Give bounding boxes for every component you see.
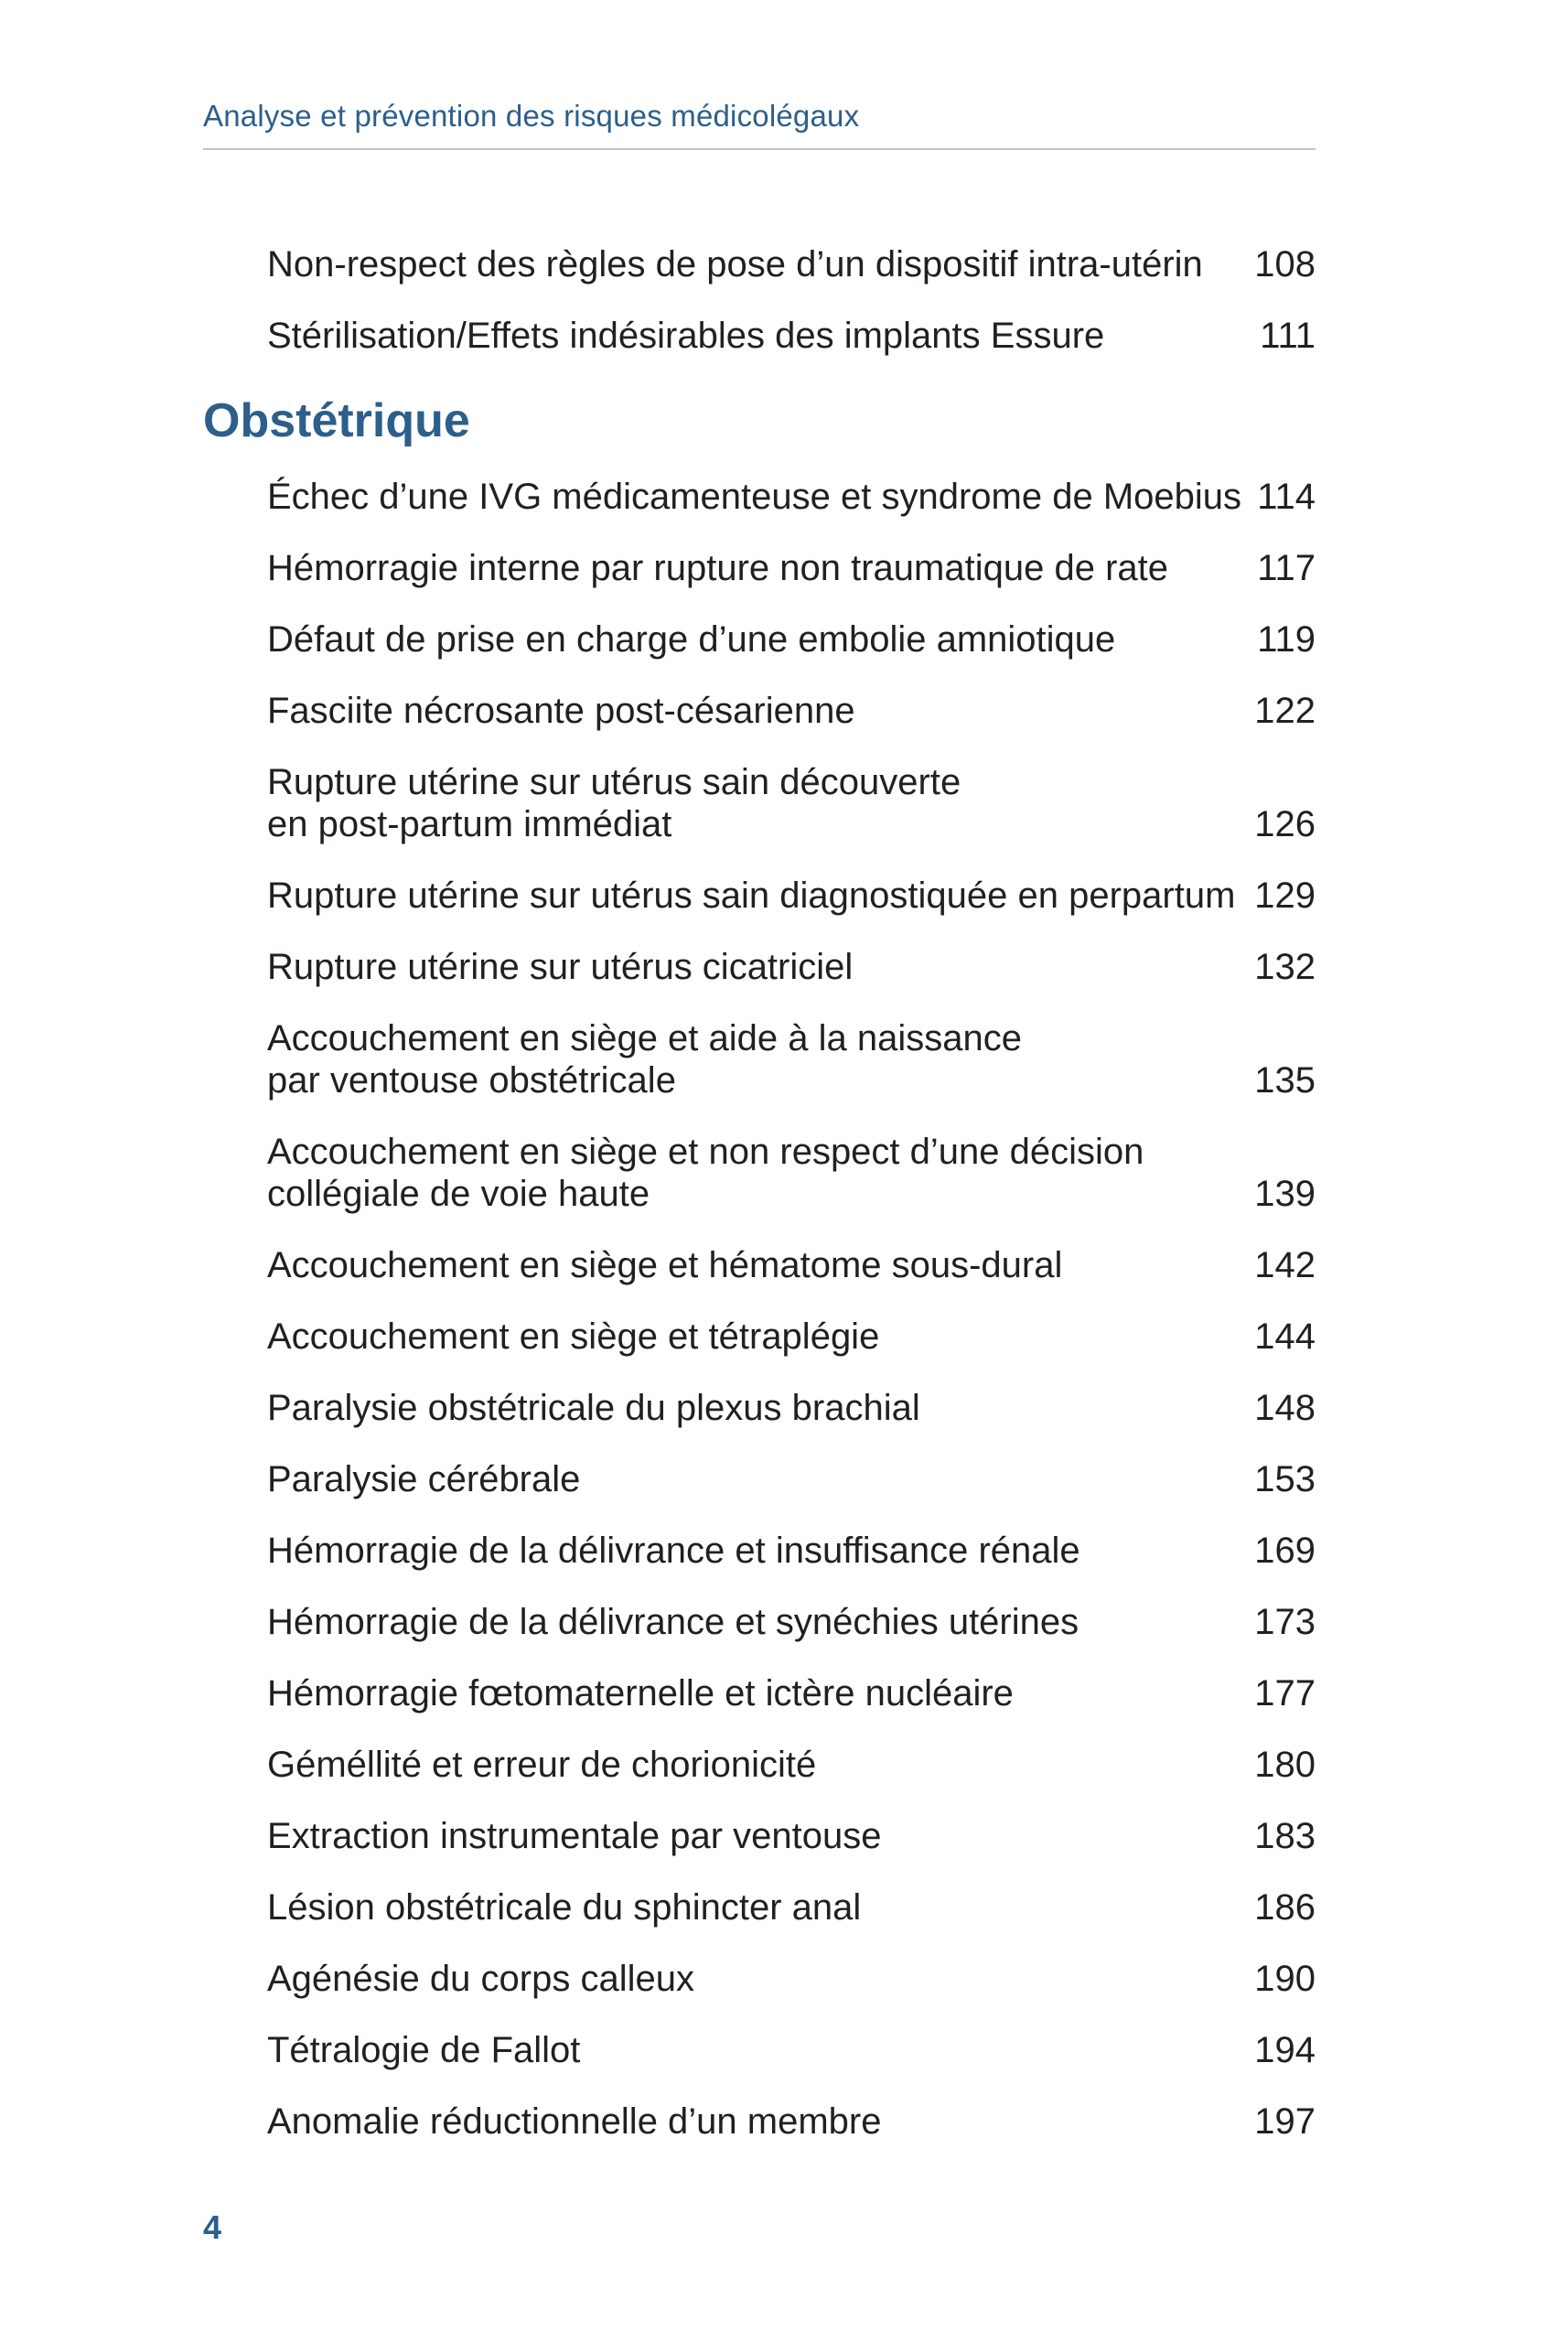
toc-entry-title: Stérilisation/Effets indésirables des implants Essure [267,316,1105,356]
toc-entry-page: 119 [1257,619,1316,660]
toc-entry-page: 108 [1254,244,1316,285]
toc-entry-title: Rupture utérine sur utérus sain découverte [267,762,961,802]
toc-entry-page: 135 [1254,1060,1316,1101]
toc-entry-title: Non-respect des règles de pose d’un dispositif intra-utérin [267,244,1203,285]
toc-entry-page: 177 [1254,1673,1316,1714]
toc-entry-title: Hémorragie fœtomaternelle et ictère nucléaire [267,1673,1014,1714]
toc-entry-page: 144 [1254,1316,1316,1357]
toc-entry[interactable] [267,761,1316,845]
toc-entry-title: Accouchement en siège et tétraplégie [267,1316,880,1357]
toc-entry-title-continued: par ventouse obstétricale [267,1060,676,1101]
toc-entry-page: 180 [1254,1745,1316,1785]
toc-entry-title: Extraction instrumentale par ventouse [267,1816,882,1856]
toc-entry-title: Paralysie obstétricale du plexus brachial [267,1388,920,1428]
toc-entry[interactable] [267,1244,1316,1286]
toc-entry-title: Rupture utérine sur utérus cicatriciel [267,947,854,987]
toc-entry-title-continued: en post-partum immédiat [267,804,672,844]
toc-entry-title: Géméllité et erreur de chorionicité [267,1745,817,1785]
toc-entry[interactable] [267,1886,1316,1928]
toc-entry[interactable] [267,1672,1316,1714]
toc-entry[interactable] [267,315,1316,357]
toc-entry-page: 190 [1254,1959,1316,1999]
toc-entry-page: 197 [1254,2101,1316,2142]
toc-entry[interactable] [267,618,1316,661]
toc-entry[interactable] [267,1017,1316,1101]
toc-entry-page: 173 [1254,1602,1316,1642]
running-header: Analyse et prévention des risques médicolégaux [203,99,860,133]
toc-entry-title: Agénésie du corps calleux [267,1959,694,1999]
toc-entry[interactable] [267,1458,1316,1500]
toc-entry-title: Hémorragie de la délivrance et insuffisance rénale [267,1531,1080,1571]
section-heading: Obstétrique [203,394,470,447]
toc-entry-title-continued: collégiale de voie haute [267,1174,650,1214]
toc-entry-title: Échec d’une IVG médicamenteuse et syndrome de Moebius [267,477,1242,517]
toc-entry-title: Tétralogie de Fallot [267,2030,581,2070]
toc-entry-title: Accouchement en siège et hématome sous-dural [267,1245,1063,1285]
toc-entry-title: Défaut de prise en charge d’une embolie amniotique [267,619,1116,660]
toc-entry[interactable] [267,946,1316,988]
toc-entry[interactable] [267,1387,1316,1429]
header-rule [203,148,1316,150]
toc-entry-page: 114 [1257,477,1316,517]
toc-entry-page: 169 [1254,1531,1316,1571]
toc-entry-page: 186 [1254,1887,1316,1928]
toc-entry-page: 132 [1254,947,1316,987]
toc-entry[interactable] [267,1530,1316,1572]
toc-entry[interactable] [267,547,1316,589]
toc-entry-title: Fasciite nécrosante post-césarienne [267,691,855,731]
toc-entry[interactable] [267,1958,1316,2000]
toc-entry[interactable] [267,476,1316,518]
toc-entry[interactable] [267,1316,1316,1358]
toc-entry[interactable] [267,2029,1316,2071]
toc-entry-page: 139 [1254,1174,1316,1214]
toc-entry-title: Lésion obstétricale du sphincter anal [267,1887,862,1928]
toc-entry[interactable] [267,1744,1316,1786]
folio-page-number: 4 [203,2208,222,2246]
toc-entry-page: 148 [1254,1388,1316,1428]
toc-entry-page: 129 [1254,876,1316,916]
toc-entry-title: Anomalie réductionnelle d’un membre [267,2101,882,2142]
toc-entry-title: Paralysie cérébrale [267,1459,581,1499]
toc-entry-page: 126 [1254,804,1316,844]
toc-entry-page: 153 [1254,1459,1316,1499]
toc-entry[interactable] [267,1131,1316,1215]
toc-entry-title: Hémorragie interne par rupture non traumatique de rate [267,548,1168,588]
toc-entry-page: 117 [1257,548,1316,588]
toc-entry[interactable] [267,1601,1316,1643]
toc-entry-page: 111 [1260,316,1316,356]
toc-entry-page: 122 [1254,691,1316,731]
toc-entry-title: Accouchement en siège et non respect d’une décision [267,1132,1144,1172]
toc-entry[interactable] [267,690,1316,732]
toc-entry[interactable] [267,1815,1316,1857]
toc-entry[interactable] [267,875,1316,917]
toc-entry[interactable] [267,243,1316,285]
toc-entry-title: Hémorragie de la délivrance et synéchies utérines [267,1602,1079,1642]
toc-entry-title: Rupture utérine sur utérus sain diagnostiquée en perpartum [267,876,1236,916]
toc-entry-page: 194 [1254,2030,1316,2070]
toc-entry-page: 183 [1254,1816,1316,1856]
toc-entry[interactable] [267,2100,1316,2143]
toc-entry-page: 142 [1254,1245,1316,1285]
toc-entry-title: Accouchement en siège et aide à la naissance [267,1018,1022,1058]
